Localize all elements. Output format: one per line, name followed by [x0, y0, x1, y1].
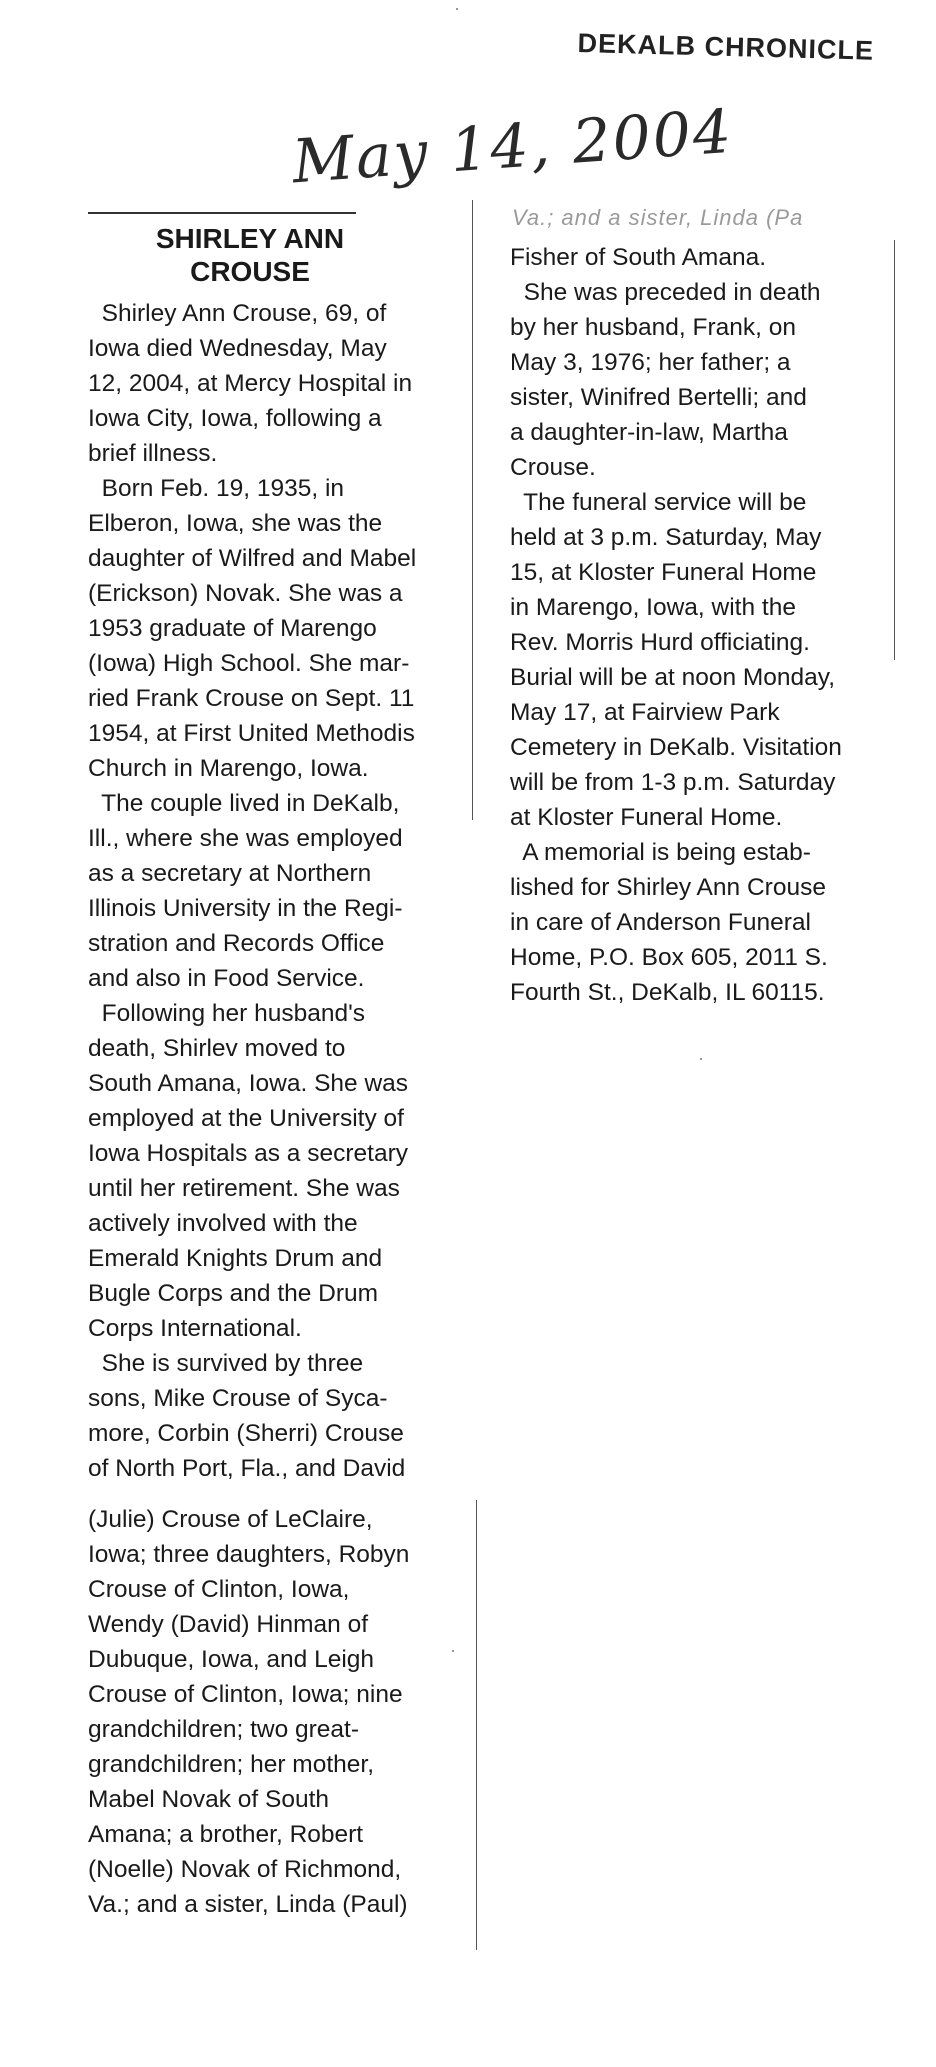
- text-line: will be from 1-3 p.m. Saturday: [510, 769, 836, 796]
- text-line: ried Frank Crouse on Sept. 11: [88, 685, 415, 712]
- title-line: SHIRLEY ANN: [155, 223, 345, 254]
- text-line: actively involved with the: [88, 1210, 358, 1237]
- handwritten-date: May 14, 2004: [290, 96, 736, 198]
- text-line: Following her husband's: [88, 1000, 366, 1027]
- text-line: Cemetery in DeKalb. Visitation: [510, 734, 842, 761]
- text-line: brief illness.: [88, 440, 218, 467]
- clip-edge: [476, 1500, 477, 1950]
- text-line: Iowa City, Iowa, following a: [88, 405, 382, 432]
- text-line: grandchildren; her mother,: [88, 1751, 374, 1778]
- column-three: [510, 240, 910, 1010]
- clip-edge: [472, 200, 473, 820]
- text-line: Church in Marengo, Iowa.: [88, 755, 369, 782]
- text-line: at Kloster Funeral Home.: [510, 804, 783, 831]
- text-line: The couple lived in DeKalb,: [88, 790, 400, 817]
- text-line: 12, 2004, at Mercy Hospital in: [88, 370, 413, 397]
- text-line: in care of Anderson Funeral: [510, 909, 811, 936]
- text-line: Mabel Novak of South: [88, 1786, 330, 1813]
- text-line: 1953 graduate of Marengo: [88, 615, 377, 642]
- speck: [700, 1058, 702, 1060]
- text-line: Shirley Ann Crouse, 69, of: [88, 300, 387, 327]
- text-line: held at 3 p.m. Saturday, May: [510, 524, 822, 551]
- text-line: until her retirement. She was: [88, 1175, 400, 1202]
- text-line: (Noelle) Novak of Richmond,: [88, 1856, 402, 1883]
- text-line: Amana; a brother, Robert: [88, 1821, 364, 1848]
- text-line: Wendy (David) Hinman of: [88, 1611, 369, 1638]
- text-line: (Julie) Crouse of LeClaire,: [88, 1506, 373, 1533]
- text-line: May 17, at Fairview Park: [510, 699, 780, 726]
- text-line: 15, at Kloster Funeral Home: [510, 559, 817, 586]
- text-line: She is survived by three: [88, 1350, 364, 1377]
- text-line: a daughter-in-law, Martha: [510, 419, 788, 446]
- text-line: as a secretary at Northern: [88, 860, 372, 887]
- text-line: She was preceded in death: [510, 279, 821, 306]
- text-line: by her husband, Frank, on: [510, 314, 797, 341]
- text-line: May 3, 1976; her father; a: [510, 349, 791, 376]
- text-line: Ill., where she was employed: [88, 825, 403, 852]
- column-two: [88, 1502, 488, 1922]
- text-line: and also in Food Service.: [88, 965, 365, 992]
- speck: [452, 1650, 454, 1652]
- text-line: more, Corbin (Sherri) Crouse: [88, 1420, 404, 1447]
- text-line: death, Shirlev moved to: [88, 1035, 346, 1062]
- text-line: of North Port, Fla., and David: [88, 1455, 406, 1482]
- text-line: lished for Shirley Ann Crouse: [510, 874, 826, 901]
- text-line: (Erickson) Novak. She was a: [88, 580, 403, 607]
- text-line: Illinois University in the Regi-: [88, 895, 403, 922]
- text-line: Born Feb. 19, 1935, in: [88, 475, 345, 502]
- obituary-title: [100, 222, 400, 288]
- ghost-text: Va.; and a sister, Linda (Pa: [512, 205, 804, 230]
- text-line: in Marengo, Iowa, with the: [510, 594, 796, 621]
- text-line: Iowa; three daughters, Robyn: [88, 1541, 410, 1568]
- text-line: grandchildren; two great-: [88, 1716, 360, 1743]
- title-rule: [88, 212, 356, 214]
- title-line: CROUSE: [190, 256, 310, 287]
- text-line: Dubuque, Iowa, and Leigh: [88, 1646, 375, 1673]
- speck: [456, 8, 458, 10]
- text-line: Crouse.: [510, 454, 596, 481]
- text-line: Crouse of Clinton, Iowa; nine: [88, 1681, 403, 1708]
- text-line: Iowa Hospitals as a secretary: [88, 1140, 408, 1167]
- text-line: stration and Records Office: [88, 930, 385, 957]
- clip-edge: [894, 240, 895, 660]
- text-line: The funeral service will be: [510, 489, 807, 516]
- text-line: 1954, at First United Methodis: [88, 720, 415, 747]
- text-line: Burial will be at noon Monday,: [510, 664, 836, 691]
- text-line: Crouse of Clinton, Iowa,: [88, 1576, 350, 1603]
- text-line: Rev. Morris Hurd officiating.: [510, 629, 810, 656]
- text-line: sister, Winifred Bertelli; and: [510, 384, 807, 411]
- text-line: employed at the University of: [88, 1105, 404, 1132]
- text-line: A memorial is being estab-: [510, 839, 811, 866]
- text-line: Fisher of South Amana.: [510, 244, 767, 271]
- text-line: daughter of Wilfred and Mabel: [88, 545, 417, 572]
- text-line: Va.; and a sister, Linda (Paul): [88, 1891, 408, 1918]
- text-line: Home, P.O. Box 605, 2011 S.: [510, 944, 828, 971]
- text-line: Iowa died Wednesday, May: [88, 335, 387, 362]
- text-line: South Amana, Iowa. She was: [88, 1070, 409, 1097]
- masthead: DEKALB CHRONICLE: [577, 28, 875, 66]
- column-one: [88, 296, 468, 1486]
- text-line: Fourth St., DeKalb, IL 60115.: [510, 979, 825, 1006]
- text-line: Elberon, Iowa, she was the: [88, 510, 383, 537]
- text-line: (Iowa) High School. She mar-: [88, 650, 410, 677]
- text-line: sons, Mike Crouse of Syca-: [88, 1385, 388, 1412]
- text-line: Emerald Knights Drum and: [88, 1245, 383, 1272]
- text-line: Bugle Corps and the Drum: [88, 1280, 379, 1307]
- text-line: Corps International.: [88, 1315, 302, 1342]
